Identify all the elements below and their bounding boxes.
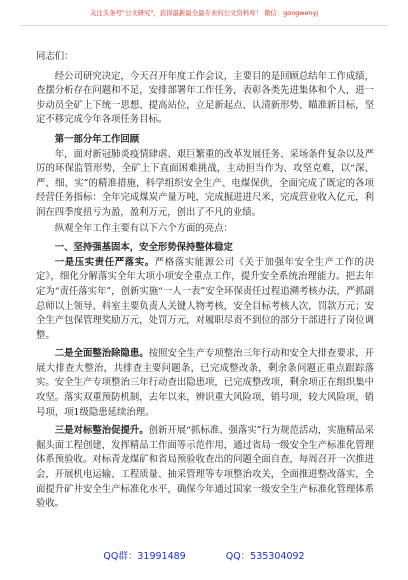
item3-paragraph	[36, 424, 374, 512]
footer-qq-group: QQ群：31991489	[103, 551, 186, 562]
item3-lead: 三是对标整治促提升。	[54, 425, 149, 437]
header-banner: 关注头条号"公文研究"，获得最新最全最专业的公文资料库！ 微信：gongwenyj	[89, 9, 319, 17]
item1-body: 严格落实能源公司《关于加强年安全生产工作的决定》，细化分解落实全年大项小项安全重点工作，提升安全系统治理能力。把去年定为“责任落实年”，创新实施“一人一表”安全环保责任过程追溯考核办法，严抓副总师以上领导、科室主要负责人关键人物考核，安全目标考核人次，罚款万元；安全生产包保管理奖励万元，处罚万元，对履职尽责不到位的部分干部进行了岗位调整。	[36, 256, 374, 341]
highlight1-title: 一、坚持强基固本，安全形势保持整体稳定	[54, 242, 233, 254]
header-divider	[20, 25, 388, 26]
intro-paragraph: 经公司研究决定，今天召开年度工作会议，主要目的是回顾总结年工作成绩，查摆分析存在问题和不足，安排部署年工作任务，表彰各类先进集体和个人，进一步动员全矿上下统一思想、提高站位，立足新起点、认清新形势、瞄准新目标，坚定不移完成今年各项任务目标。	[36, 70, 374, 126]
part1-title: 第一部分年工作回顾	[54, 133, 140, 145]
item2-lead: 二是全面整治除隐患。	[54, 348, 149, 360]
item3-body: 创新开展“抓标准、强落实”行为规范活动，实施精品采掘头面工程创建，发挥精品工作面等示范作用，通过省局一级安全生产标准化管理体系预验收。对标青龙煤矿和省局预验收查出的问题全面自查，每周召开一次推进会，开展机电运输、工程质量、抽采管理等专项整治攻关，全面推进整改落实，全面提升矿井安全生产标准化水平，确保今年通过国家一级安全生产标准化管理体系验收。	[36, 425, 374, 510]
footer-contact	[0, 548, 408, 562]
item2-paragraph	[36, 347, 374, 420]
item1-paragraph	[36, 256, 374, 344]
overview-paragraph: 纵观全年工作主要有以下六个方面的亮点：	[54, 222, 233, 234]
document-body	[36, 50, 374, 513]
item1-lead: 一是压实责任严落实。	[54, 256, 155, 268]
item2-body: 按照安全生产专项整治三年行动和安全大排查要求，开展大排查大整治，共排查主要问题条，已完成整改条，剩余条问题正重点跟踪落实。安全生产专项整治三年行动查出隐患项，已完成整改项，剩余项正在组织集中攻坚。落实双重预防机制，去年以来，辨识重大风险项，销号项，较大风险项，销号项，项1级隐患延续治理。	[36, 348, 374, 418]
salutation: 同志们：	[36, 51, 74, 62]
footer-qq: QQ：535304092	[225, 551, 305, 562]
part1-paragraph: 年，面对新冠肺炎疫情肆虐、艰巨繁重的改革发展任务、采场条件复杂以及严厉的环保监管形势，全矿上下直面困难挑战，主动担当作为、攻坚克难，以“深、严、细、实”的精准措施，科学组织安全生产、电煤保供，全面完成了既定的各项经营任务指标：全年完成煤炭产量万吨，完成掘进进尺米，完成营业收入亿元，利润在四季度扭亏为盈，盈利万元，创出了不凡的业绩。	[36, 148, 374, 218]
